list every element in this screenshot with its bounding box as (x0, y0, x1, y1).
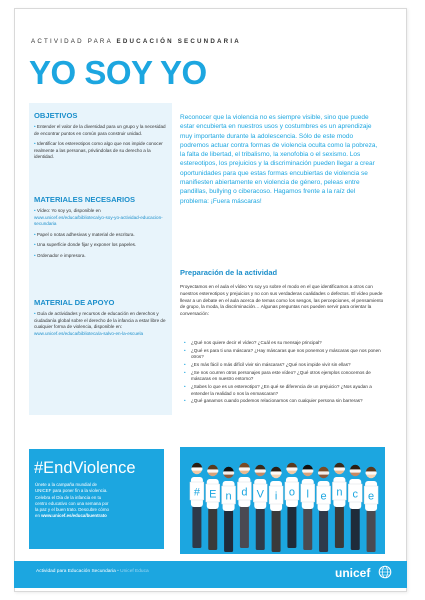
sign-letter: i (274, 490, 278, 503)
sign-letter: o (288, 486, 295, 499)
apoyo-heading: MATERIAL DE APOYO (34, 298, 115, 307)
objetivo-item: • Entender el valor de la diversidad para un grupo y la necesidad de encontrar puntos en común para construir unidad. (34, 124, 166, 136)
material-item: • Ordenador e impresora. (34, 252, 86, 258)
sign-letter: e (368, 490, 375, 503)
question-item: • ¿Es más fácil o más difícil vivir sin máscaras? ¿Qué nos impide vivir sin ellas? (184, 361, 351, 367)
question-item: • ¿Qué ganamos cuando podemos relacionarnos con cualquier persona sin barreras? (184, 398, 363, 404)
material-item: • Papel o notas adhesivas y material de escritura. (34, 231, 135, 237)
sidebar-panel (29, 103, 172, 415)
objetivos-heading: OBJETIVOS (34, 111, 78, 120)
apoyo-section (34, 299, 168, 341)
video-link[interactable]: www.unicef.es/educa/biblioteca/yo-soy-yo-actividad-educacion-secundaria (34, 214, 163, 227)
banner-text: Únete a la campaña mundial de UNICEF para poner fin a la violencia. Celebra el Día de la infancia en tu centro educativo con una semana por la paz y el buen trato. Descubre cómo en www.unicef.es/educa/buentrato (35, 482, 109, 519)
banner-hashtag: #EndViolence (34, 459, 136, 477)
preparacion-paragraph: Proyectamos en el aula el vídeo Yo soy yo sobre el modo en el que identificamos a otros con nuestros estereotipos y prejuicios y no con sus verdaderas cualidades o defectos. El vídeo puede llevar a un debate en el aula acerca de temas como los sesgos, las percepciones, el pensamiento de grupo, la moda, la discriminación… Algunas preguntas nos pueden servir para orientar la conversación: (180, 284, 384, 317)
sign-letter: E (209, 488, 217, 501)
question-item: • ¿Qué es para ti una máscara? ¿Hay máscaras que nos ponemos y máscaras que nos ponen otros? (184, 347, 381, 360)
question-item: • ¿Se nos ocurren otros personajes para este vídeo? ¿Qué otros ejemplos conocemos de máscaras en nuestro entorno? (184, 369, 371, 382)
globe-icon (378, 565, 392, 579)
objetivo-item: • Identificar los estereotipos como algo que nos impide conocer realmente a las personas, privándolas de su derecho a la identidad. (34, 141, 163, 160)
sign-letter: # (193, 486, 200, 499)
sign-letter: V (256, 488, 264, 501)
apoyo-link[interactable]: www.unicef.es/educa/biblioteca/a-salvo-en-la-escuela (34, 330, 144, 336)
sign-letter: d (241, 486, 248, 499)
footer-text: Actividad para Educación Secundaria • Unicef Educa (36, 569, 149, 574)
objetivos-section (34, 112, 168, 165)
preparacion-heading: Preparación de la actividad (180, 268, 278, 277)
sign-letter: n (225, 490, 232, 503)
unicef-logo: unicef (335, 566, 371, 580)
activity-label-prefix: ACTIVIDAD PARA (31, 38, 113, 45)
footer-bar (14, 561, 407, 588)
activity-label-level: EDUCACIÓN SECUNDARIA (116, 38, 241, 45)
question-item: • ¿Qué nos quiere decir el vídeo? ¿Cuál es su mensaje principal? (184, 340, 322, 345)
banner-link[interactable]: www.unicef.es/educa/buentrato (41, 513, 107, 519)
activity-label (31, 38, 241, 45)
question-item: • ¿Sabes lo que es un estereotipo? ¿En qué se diferencia de un prejuicio? ¿Nos ayudan a entender la realidad o nos la enmascaran? (184, 383, 372, 396)
apoyo-item: • Guía de actividades y recursos de educación en derechos y ciudadanía global sobre el derecho de la infancia a estar libre de cualquier forma de violencia, disponible en: www.unicef.es/educa/biblioteca/a-salvo-en-la-escuela (34, 311, 166, 336)
material-item: • Una superficie donde fijar y exponer los papeles. (34, 242, 137, 248)
endviolence-banner (29, 449, 164, 549)
group-photo (180, 447, 385, 554)
materiales-section (34, 196, 168, 263)
sign-letter: e (320, 490, 327, 503)
intro-paragraph: Reconocer que la violencia no es siempre visible, sino que puede estar encubierta en nuestros usos y costumbres es un aprendizaje muy importante durante la adolescencia. Sólo de este modo podremos actuar contra formas de violencia oculta como la pobreza, la falta de libertad, el tribalismo, la xenofobia o el sexismo. Los estereotipos, los prejuicios y la discriminación pueden llegar a crear oportunidades para que estas formas encubiertas de violencia se manifiesten abiertamente en violencia de género, peleas entre pandillas, bullying o ciberacoso. Hagamos frente a la raíz del problema: ¡Fuera máscaras! (180, 114, 378, 205)
materiales-heading: MATERIALES NECESARIOS (34, 195, 136, 204)
page-title: YO SOY YO (29, 54, 207, 91)
questions-list (184, 340, 386, 406)
sign-letter: n (336, 486, 343, 499)
sign-letter: l (306, 488, 309, 501)
material-item-video: • Vídeo: Yo soy yo, disponible en www.unicef.es/educa/biblioteca/yo-soy-yo-actividad-educacion-secundaria (34, 208, 163, 227)
sign-letter: c (352, 488, 358, 501)
